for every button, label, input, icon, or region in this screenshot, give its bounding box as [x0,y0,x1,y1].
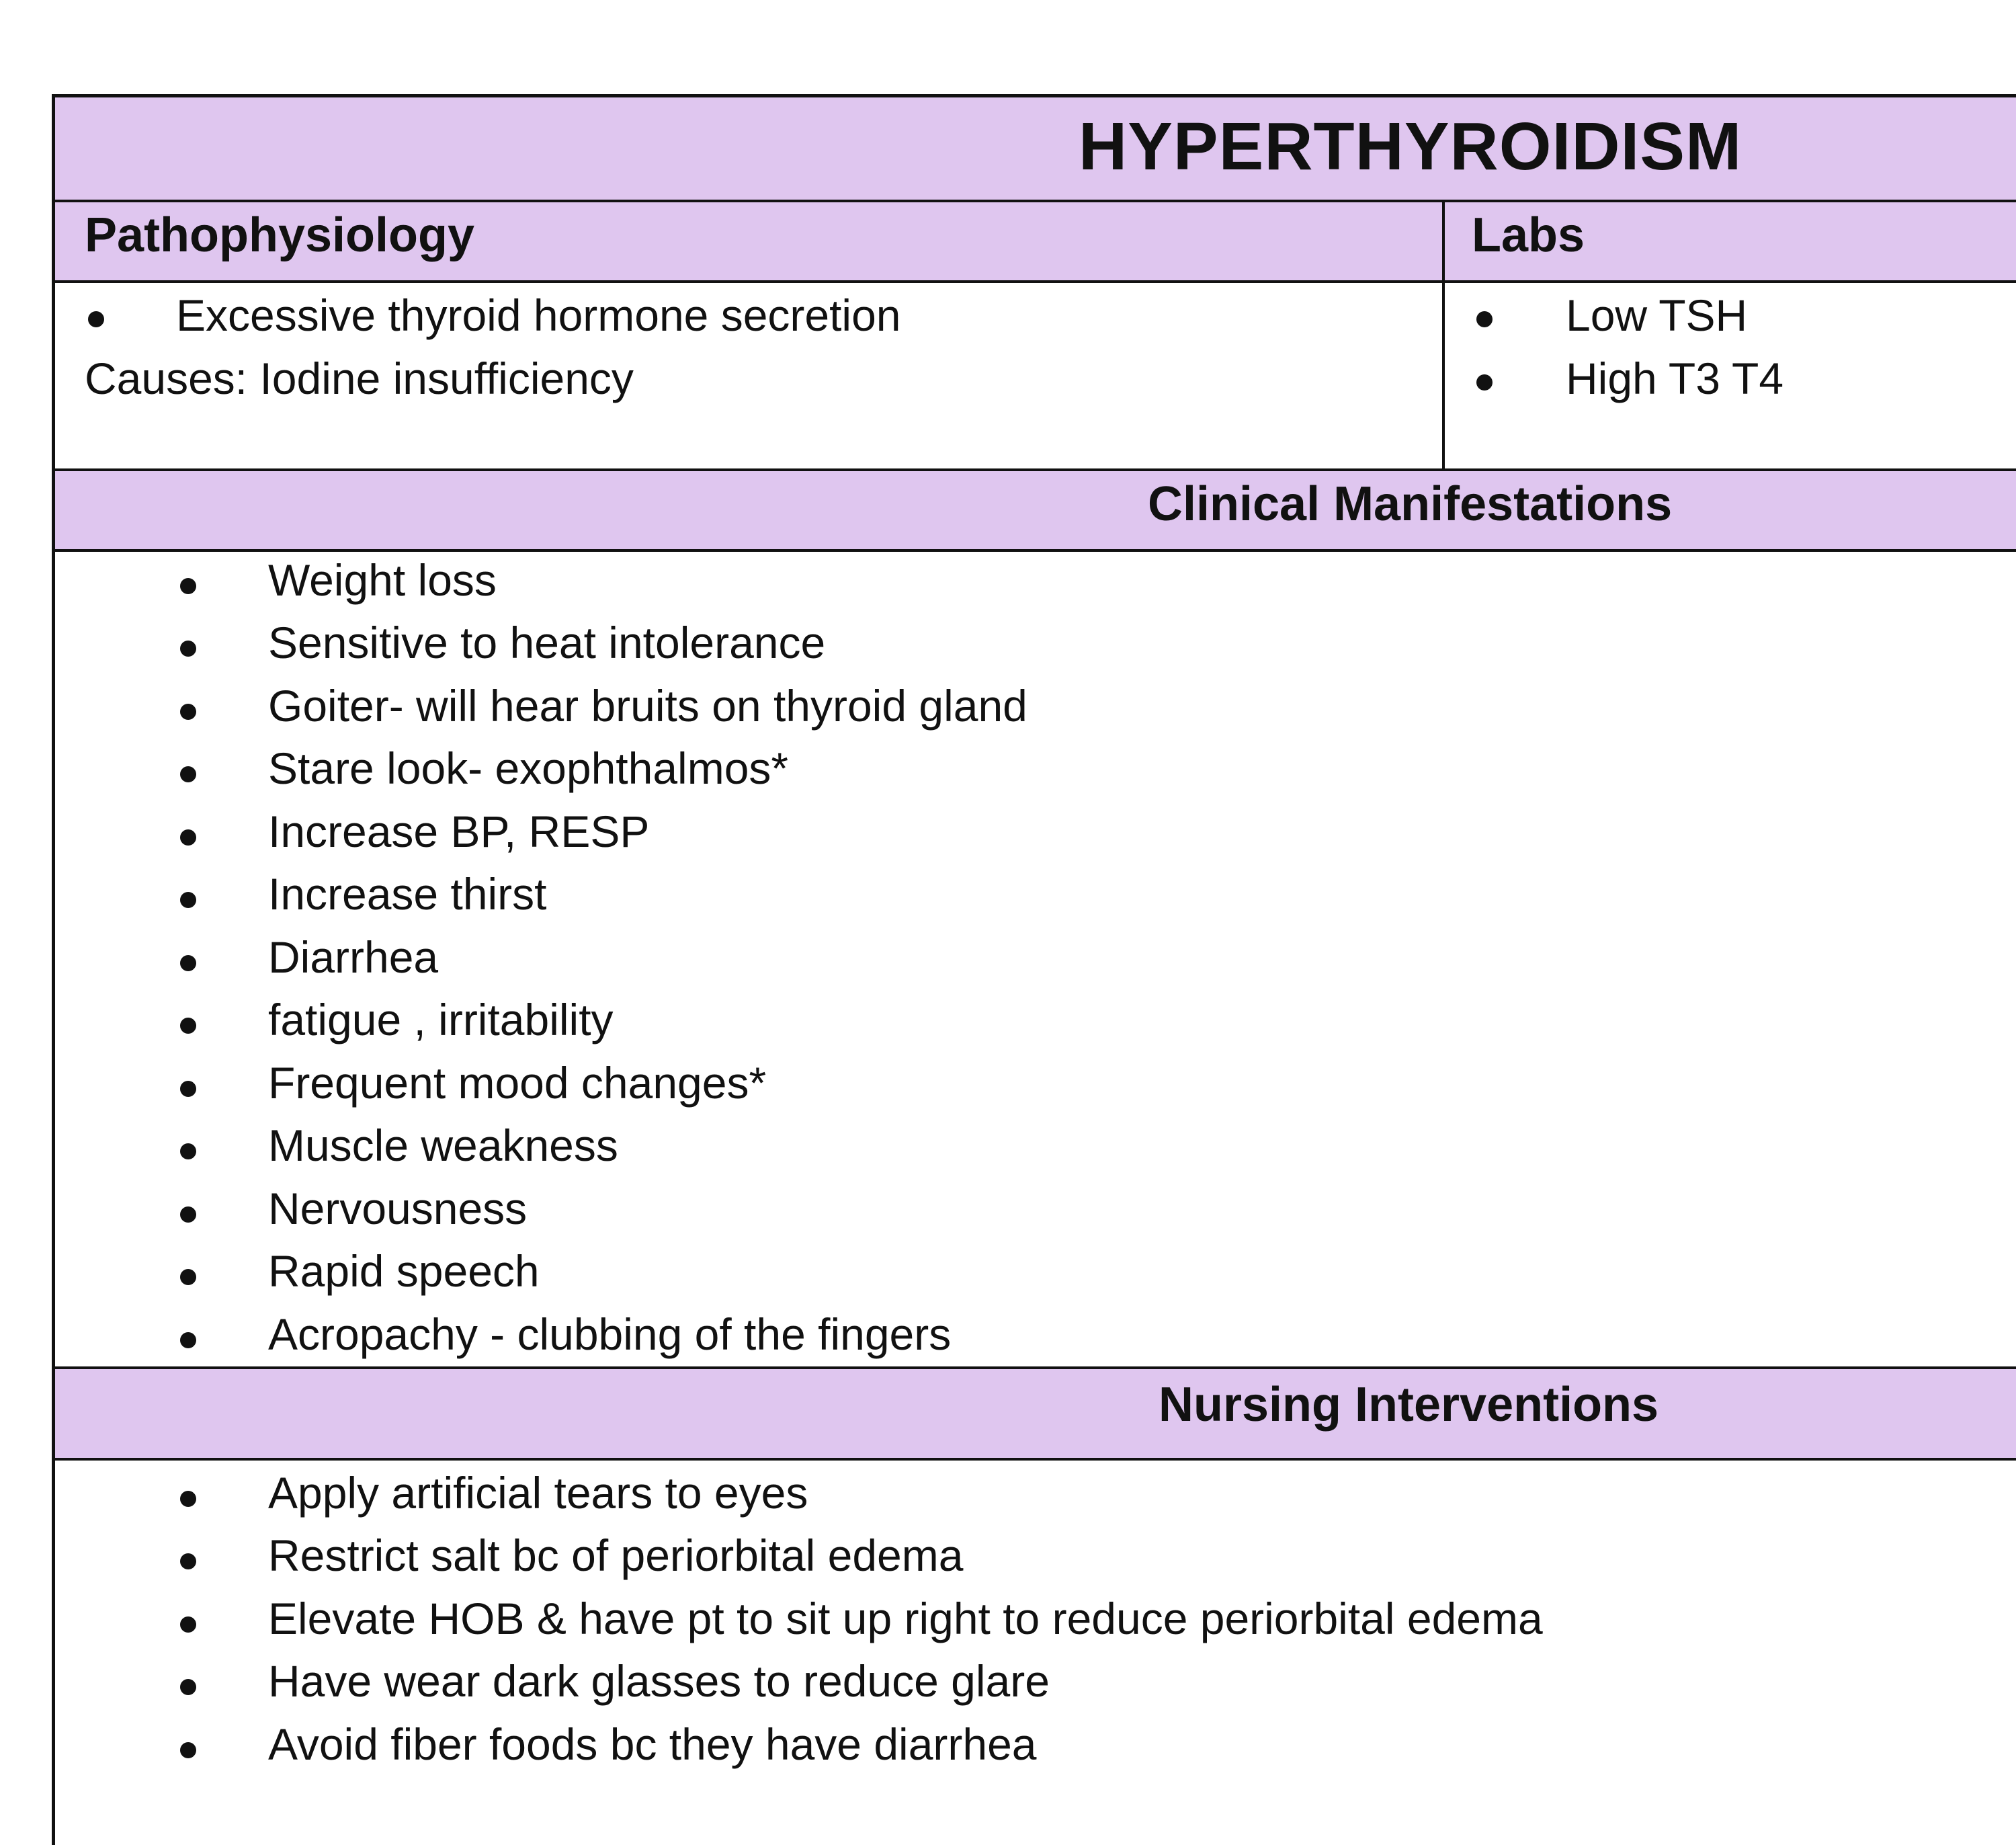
labs-header: Labs [1472,208,1585,262]
nursing-item: Have wear dark glasses to reduce glare [268,1656,1050,1706]
labs-item: Low TSH [1566,290,1748,340]
bullet-icon [180,1742,196,1758]
clinical-item: Muscle weakness [268,1120,618,1170]
clinical-header-band [55,471,2016,552]
clinical-item: Weight loss [268,555,497,605]
nursing-header: Nursing Interventions [1159,1378,1659,1432]
page-title: HYPERTHYROIDISM [1079,109,1742,184]
bullet-icon [180,1269,196,1285]
clinical-header: Clinical Manifestations [1148,477,1673,531]
bullet-icon [180,1206,196,1223]
clinical-item: Stare look- exophthalmos* [268,743,789,793]
nursing-item: Avoid fiber foods bc they have diarrhea [268,1719,1037,1769]
bullet-icon [180,641,196,657]
clinical-item: Sensitive to heat intolerance [268,618,826,667]
pathophysiology-causes: Causes: Iodine insufficiency [85,354,634,403]
pathophysiology-item: Excessive thyroid hormone secretion [176,290,901,340]
bullet-icon [88,311,104,327]
bullet-icon [180,1018,196,1034]
bullet-icon [180,1332,196,1348]
bullet-icon [180,1143,196,1159]
nursing-item: Restrict salt bc of periorbital edema [268,1530,964,1580]
bullet-icon [180,955,196,971]
bullet-icon [1476,311,1493,327]
clinical-item: Goiter- will hear bruits on thyroid gland [268,681,1027,731]
title-band [55,97,2016,202]
bullet-icon [180,766,196,782]
path-labs-header-band [55,202,2016,283]
clinical-item: Diarrhea [268,932,439,982]
clinical-item: fatigue , irritability [268,995,614,1044]
column-divider [1442,202,1445,482]
bullet-icon [180,1553,196,1569]
bullet-icon [180,1679,196,1695]
nursing-item: Elevate HOB & have pt to sit up right to reduce periorbital edema [268,1594,1543,1643]
nursing-item: Apply artificial tears to eyes [268,1468,808,1518]
clinical-item: Nervousness [268,1184,528,1233]
bullet-icon [180,829,196,846]
bullet-icon [180,1491,196,1507]
nursing-header-band [55,1369,2016,1461]
pathophysiology-header: Pathophysiology [85,208,475,262]
clinical-item: Acropachy - clubbing of the fingers [268,1309,952,1359]
clinical-item: Frequent mood changes* [268,1058,767,1108]
clinical-item: Increase thirst [268,869,547,919]
clinical-item: Rapid speech [268,1246,540,1296]
bullet-icon [180,704,196,720]
bullet-icon [180,892,196,908]
notes-table [52,94,2016,1845]
bullet-icon [180,1616,196,1633]
clinical-item: Increase BP, RESP [268,807,650,856]
labs-item: High T3 T4 [1566,354,1784,403]
bullet-icon [1476,374,1493,391]
bullet-icon [180,1081,196,1097]
bullet-icon [180,578,196,594]
